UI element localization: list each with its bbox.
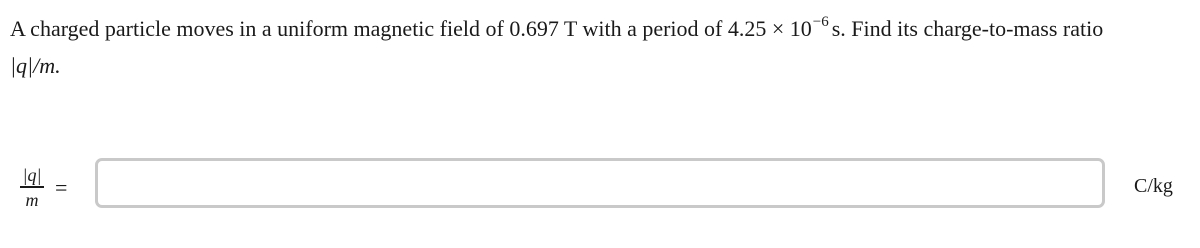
question-text bbox=[10, 12, 1190, 82]
question-text-tail: s. Find its charge-to-mass ratio bbox=[831, 16, 1104, 41]
equals-sign: = bbox=[55, 175, 68, 200]
answer-row bbox=[0, 155, 1200, 215]
question-text-main: A charged particle moves in a uniform magnetic field of 0.697 T with a period of 4.25 × 10 bbox=[10, 16, 812, 41]
ratio-label: |q|/m. bbox=[10, 53, 61, 78]
fraction-bar bbox=[20, 186, 44, 188]
unit-label: C/kg bbox=[1134, 175, 1173, 197]
charge-to-mass-fraction bbox=[20, 165, 44, 210]
answer-input[interactable] bbox=[95, 158, 1105, 208]
exponent: −6 bbox=[812, 14, 829, 30]
fraction-numerator: |q| bbox=[22, 165, 42, 185]
fraction-denominator: m bbox=[25, 189, 39, 210]
